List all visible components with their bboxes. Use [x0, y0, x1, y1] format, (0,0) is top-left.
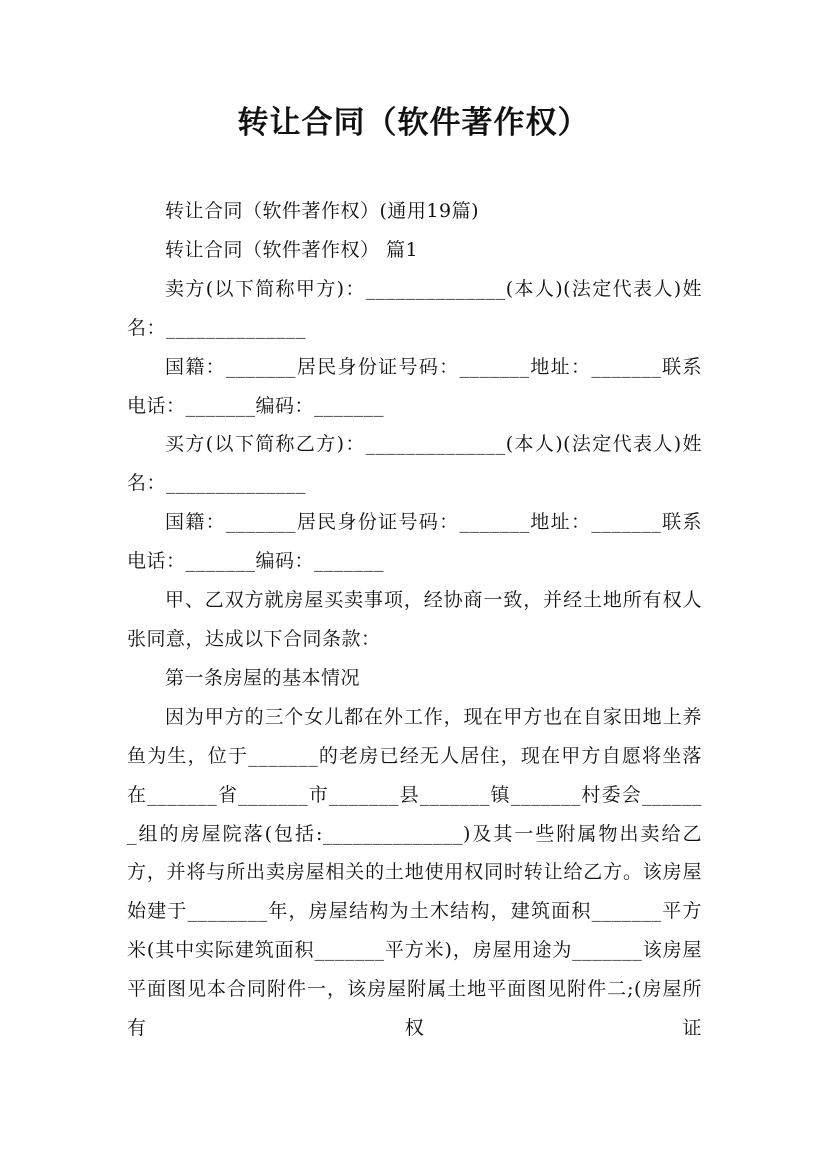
paragraph-article-1: 第一条房屋的基本情况: [165, 666, 361, 689]
paragraph-house-description: 因为甲方的三个女儿都在外工作，现在甲方也在自家田地上养鱼为生，位于_______的老房已经无人居住，现在甲方自愿将坐落在_______省_______市_______县_______镇_______村委会_______组的房屋院落(包括:______________)及其一些附属物出卖给乙方，并将与所出卖房屋相关的土地使用权同时转让给乙方。该房屋始建于________年，房屋结构为土木结构，建筑面积_______平方米(其中实际建筑面积_______平方米)，房屋用途为_______该房屋平面图见本合同附件一，该房屋附属土地平面图见附件二;(房屋所有权证: [127, 705, 702, 1040]
document-title: 转让合同（软件著作权）: [237, 105, 590, 141]
document-body: [127, 192, 702, 1048]
paragraph-buyer: 买方(以下简称乙方)：______________(本人)(法定代表人)姓名：______________: [127, 433, 702, 495]
paragraph-agreement: 甲、乙双方就房屋买卖事项，经协商一致，并经土地所有权人张同意，达成以下合同条款：: [127, 589, 702, 650]
paragraph-seller: 卖方(以下简称甲方)：______________(本人)(法定代表人)姓名：______________: [127, 277, 702, 339]
paragraph-buyer-details: 国籍：_______居民身份证号码：_______地址：_______联系电话：_______编码：_______: [127, 511, 702, 573]
paragraph-subtitle: 转让合同（软件著作权）(通用19篇): [165, 200, 480, 222]
paragraph-seller-details: 国籍：_______居民身份证号码：_______地址：_______联系电话：_______编码：_______: [127, 355, 702, 417]
paragraph-heading: 转让合同（软件著作权） 篇1: [165, 238, 419, 261]
